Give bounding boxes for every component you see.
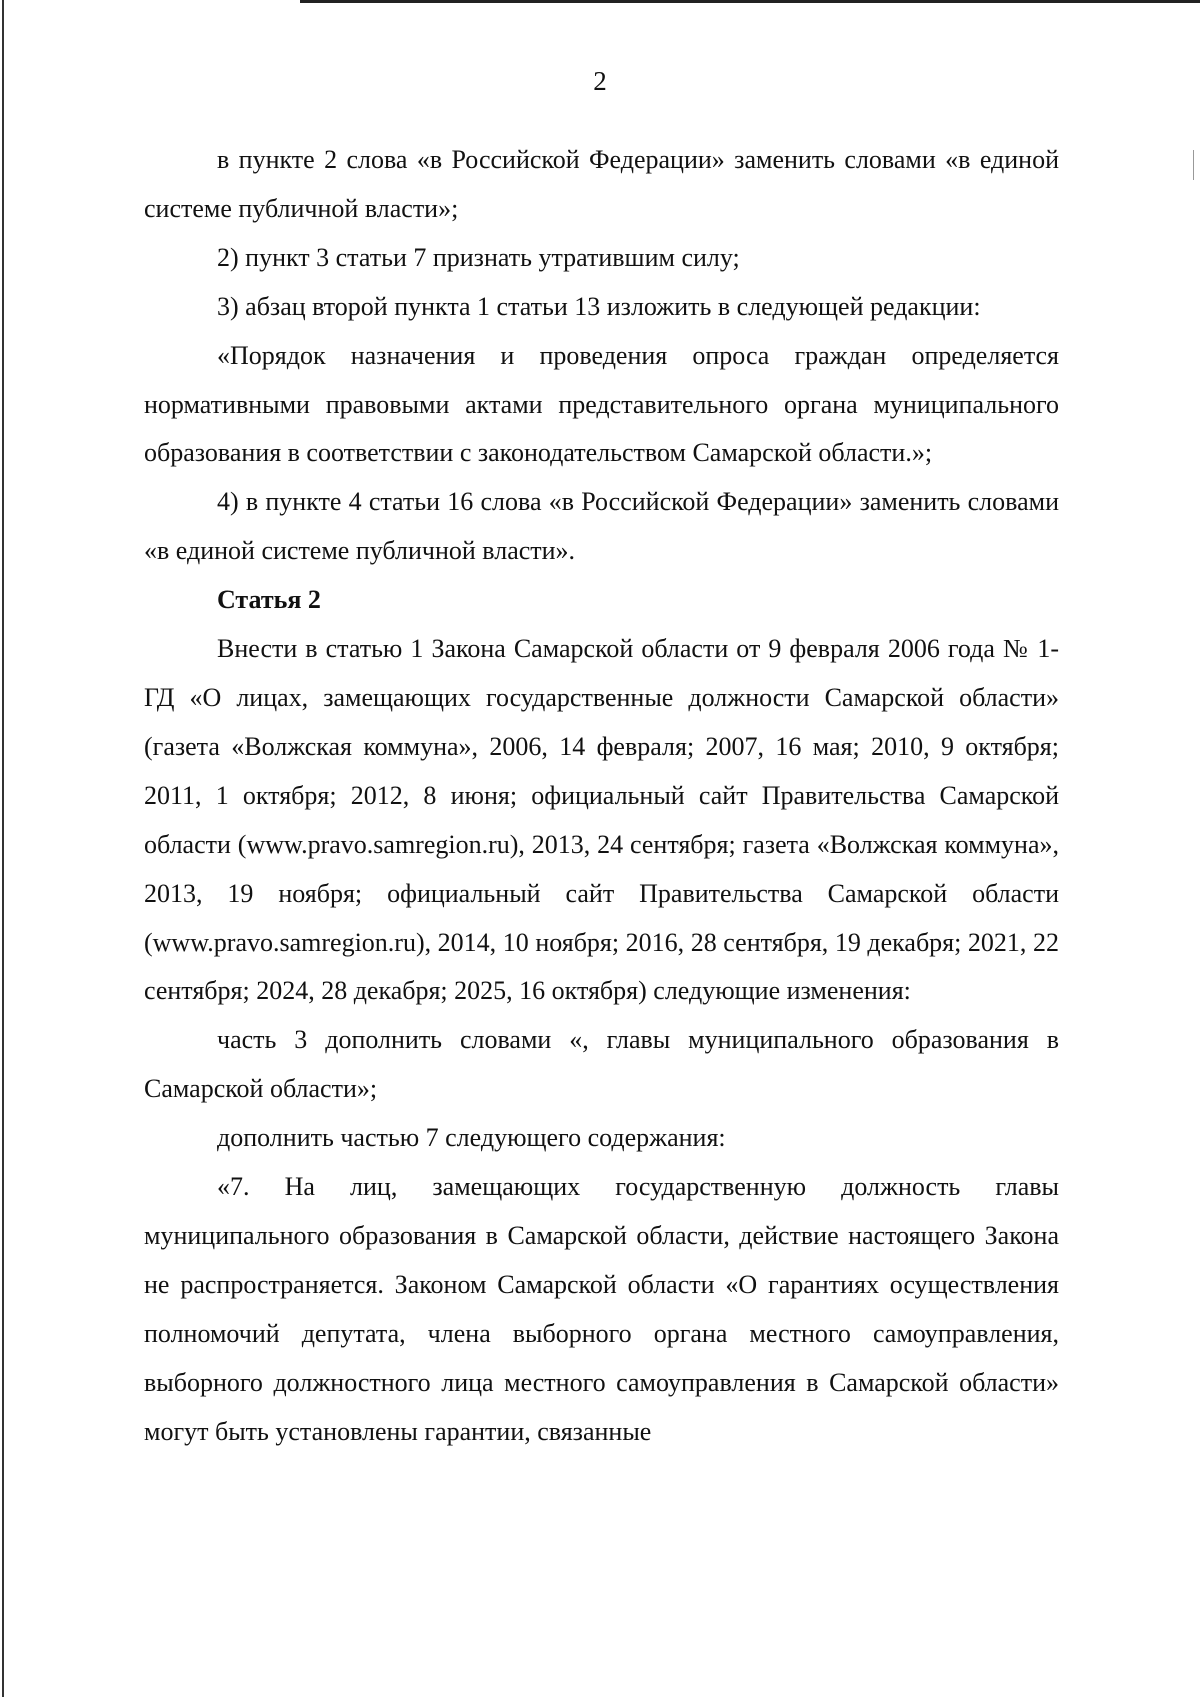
document-body: [144, 136, 1059, 1456]
paragraph-article1-point4: 4) в пункте 4 статьи 16 слова «в Российской Федерации» заменить словами «в единой системе публичной власти».: [144, 487, 1059, 566]
paragraph-article2-part3: часть 3 дополнить словами «, главы муниципального образования в Самарской области»;: [144, 1025, 1059, 1104]
paragraph-article1-point3-quote: «Порядок назначения и проведения опроса граждан определяется нормативными правовыми актами представительного органа муниципального образования в соответствии с законодательством Самарской области.»;: [144, 340, 1059, 468]
scan-edge-left: [2, 0, 4, 1697]
paragraph-article1-point3: 3) абзац второй пункта 1 статьи 13 изложить в следующей редакции:: [217, 291, 981, 321]
scan-mark-right: [1193, 150, 1194, 180]
paragraph-article2-add-part7: дополнить частью 7 следующего содержания:: [217, 1123, 726, 1153]
scan-edge-top: [300, 0, 1200, 3]
paragraph-article2-part7-quote: «7. На лиц, замещающих государственную должность главы муниципального образования в Самарской области, действие настоящего Закона не распространяется. Законом Самарской области «О гарантиях осуществления полномочий депутата, члена выборного органа местного самоуправления, выборного должностного лица местного самоуправления в Самарской области» могут быть установлены гарантии, связанные: [144, 1172, 1059, 1446]
article-heading: Статья 2: [217, 585, 321, 615]
page-number: 2: [593, 66, 607, 96]
paragraph-article1-point2: 2) пункт 3 статьи 7 признать утратившим силу;: [217, 242, 740, 272]
paragraph-article1-point1-cont: в пункте 2 слова «в Российской Федерации» заменить словами «в единой системе публичной власти»;: [144, 145, 1059, 223]
paragraph-article2-intro: Внести в статью 1 Закона Самарской области от 9 февраля 2006 года № 1-ГД «О лицах, замещающих государственные должности Самарской области» (газета «Волжская коммуна», 2006, 14 февраля; 2007, 16 мая; 2010, 9 октября; 2011, 1 октября; 2012, 8 июня; официальный сайт Правительства Самарской области (www.pravo.samregion.ru), 2013, 24 сентября; газета «Волжская коммуна», 2013, 19 ноября; официальный сайт Правительства Самарской области (www.pravo.samregion.ru), 2014, 10 ноября; 2016, 28 сентября, 19 декабря; 2021, 22 сентября; 2024, 28 декабря; 2025, 16 октября) следующие изменения:: [144, 634, 1059, 1006]
